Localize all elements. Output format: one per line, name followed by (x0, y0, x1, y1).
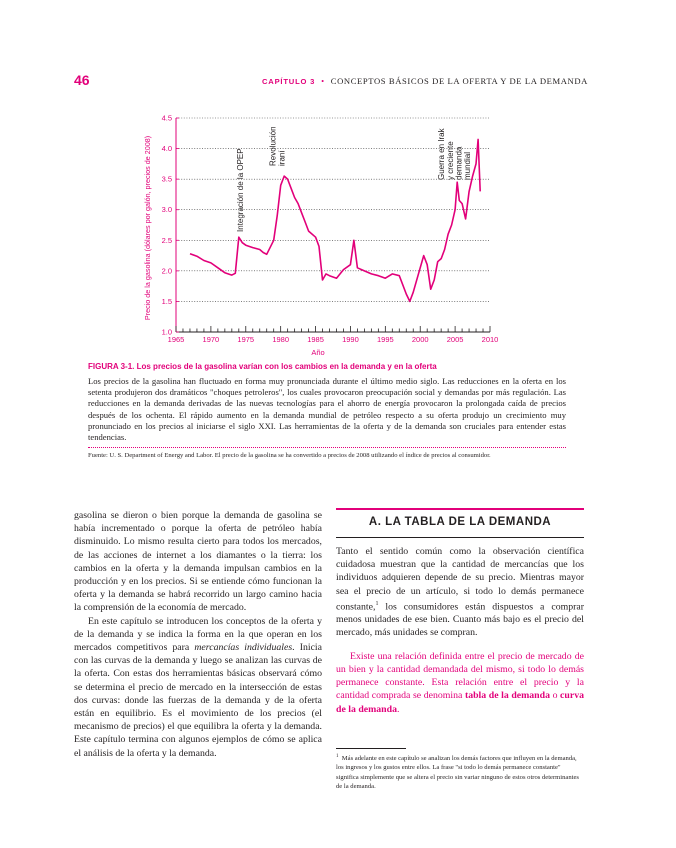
annotation-opep: Integración de la OPEP (236, 148, 246, 232)
figure-description: Los precios de la gasolina han fluctuado en forma muy pronunciada durante el último medio siglo. Las reducciones en la oferta en los setenta produjeron dos dramáticos "choques petroleros", los cuales provocaron preocupación social y demandas por más regulación. Las reducciones en la demanda derivadas de las nuevas tecnologías para el ahorro de energía provocaron la prolongada caída de precios después de los ochenta. El rápido aumento en la demanda mundial de petróleo respecto a su oferta produjo un crecimiento muy pronunciado en los precios al iniciarse el siglo XXI. Las herramientas de la oferta y de la demanda son cruciales para entender estas tendencias. (88, 376, 566, 443)
x-tick-labels (168, 335, 499, 344)
separator-dot: • (321, 76, 325, 86)
key-term: tabla de la demanda (464, 690, 550, 702)
figure-label: FIGURA 3-1. (88, 362, 135, 371)
paragraph: gasolina se dieron o bien porque la demanda de gasolina se había incrementado o porque la oferta de petróleo había disminuido. Lo mismo resulta cierto para todos los mercados, de las acciones de internet a los diamantes o la tierra: los cambios en la oferta y la demanda impulsan cambios en la producción y en los precios. Si se entiende cómo funcionan la oferta y la demanda se habrá recorrido un largo camino hacia la comprensión de la economía de mercado. (74, 510, 322, 614)
x-tick-label: 1975 (237, 335, 255, 344)
gasoline-price-chart (140, 110, 500, 358)
paragraph: En este capítulo se introducen los conceptos de la oferta y de la demanda y se indica la forma en la que operan en los mercados competitivos para mercancías individuales. Inicia con las curvas de la demanda y luego se analizan las curvas de la oferta. Con estas dos herramientas básicas observará cómo se determina el precio de mercado en la intersección de estas dos curvas: donde las fuerzas de la demanda y de la oferta están en equilibrio. Es el movimiento de los precios (el mecanismo de precios) el que equilibra la oferta y la demanda. Este capítulo termina con algunos ejemplos de cómo se aplica el análisis de la oferta y la demanda. (74, 615, 322, 759)
figure-title: Los precios de la gasolina varían con los cambios en la demanda y en la oferta (136, 362, 437, 371)
paragraph: Tanto el sentido común como la observación científica cuidadosa muestran que la cantidad de mercancías que los individuos adquieren depende de su precio. Mientras mayor sea el precio de un artículo, si todo lo demás permanece constante,$^1$ los consumidores están dispuestos a comprar menos unidades de ese bien. Cuanto más bajo es el precio del mercado, más unidades se compran. (336, 546, 584, 639)
figure-caption (88, 362, 566, 371)
x-tick-label: 1970 (202, 335, 220, 344)
running-title: CONCEPTOS BÁSICOS DE LA OFERTA Y DE LA DEMANDA (330, 76, 588, 86)
key-term: curva de la demanda (336, 690, 584, 715)
x-tick-label: 1990 (342, 335, 359, 344)
y-tick-label: 4.0 (161, 144, 172, 154)
footnote-ref: 1 (375, 600, 379, 607)
x-tick-label: 2000 (411, 335, 429, 344)
section-accent-bar (336, 508, 584, 510)
x-tick-label: 2005 (446, 335, 464, 344)
x-tick-label: 1995 (376, 335, 394, 344)
x-tick-label: 2010 (481, 335, 499, 344)
left-column (74, 509, 322, 760)
footnote: $^1$ Más adelante en este capítulo se analizan los demás factores que influyen en la demanda, los ingresos y los gustos entre ellos. La frase "si todo lo demás permanece constante" significa simplemente que se altera el precio sin variar ninguno de estos otros determinantes de la demanda. (336, 754, 579, 790)
y-tick-label: 3.0 (161, 205, 172, 215)
chapter-label: CAPÍTULO 3 (262, 77, 316, 86)
section-title: A. LA TABLA DE LA DEMANDA (368, 516, 552, 528)
section-underline (336, 537, 584, 538)
x-tick-label: 1965 (167, 335, 185, 344)
page-number: 46 (74, 72, 90, 88)
y-tick-label: 1.0 (161, 327, 172, 337)
highlight-paragraph: Existe una relación definida entre el precio de mercado de un bien y la cantidad demandada del mismo, si todo lo demás permanece constante. Esta relación entre el precio y la cantidad comprada se denomina tabla de la demanda o curva de la demanda. (336, 650, 584, 715)
figure-divider (88, 447, 566, 448)
x-axis-label: Año (311, 348, 325, 357)
footnote-number: 1 (336, 754, 339, 759)
emphasis: mercancías individuales (194, 642, 293, 654)
right-column (336, 545, 584, 716)
y-tick-label: 3.5 (161, 174, 172, 184)
y-tick-label: 4.5 (161, 113, 172, 123)
running-header (262, 76, 588, 86)
y-tick-label: 1.5 (161, 296, 172, 306)
x-tick-label: 1980 (272, 335, 290, 344)
chart-annotations (236, 126, 472, 232)
y-axis-label: Precio de la gasolina (dólares por galón, precios de 2008) (143, 135, 152, 321)
y-tick-label: 2.0 (161, 266, 172, 276)
y-tick-label: 2.5 (161, 235, 172, 245)
figure-source: Fuente: U. S. Department of Energy and Labor. El precio de la gasolina se ha convertido a precios de 2008 utilizando el índice de precios al consumidor. (88, 452, 491, 459)
annotation-irak: Guerra en Iraky crecientedemandamundial (437, 128, 473, 180)
annotation-iran: Revolucióniraní (268, 126, 287, 166)
x-tick-label: 1985 (307, 335, 324, 344)
footnote-rule (336, 748, 406, 749)
